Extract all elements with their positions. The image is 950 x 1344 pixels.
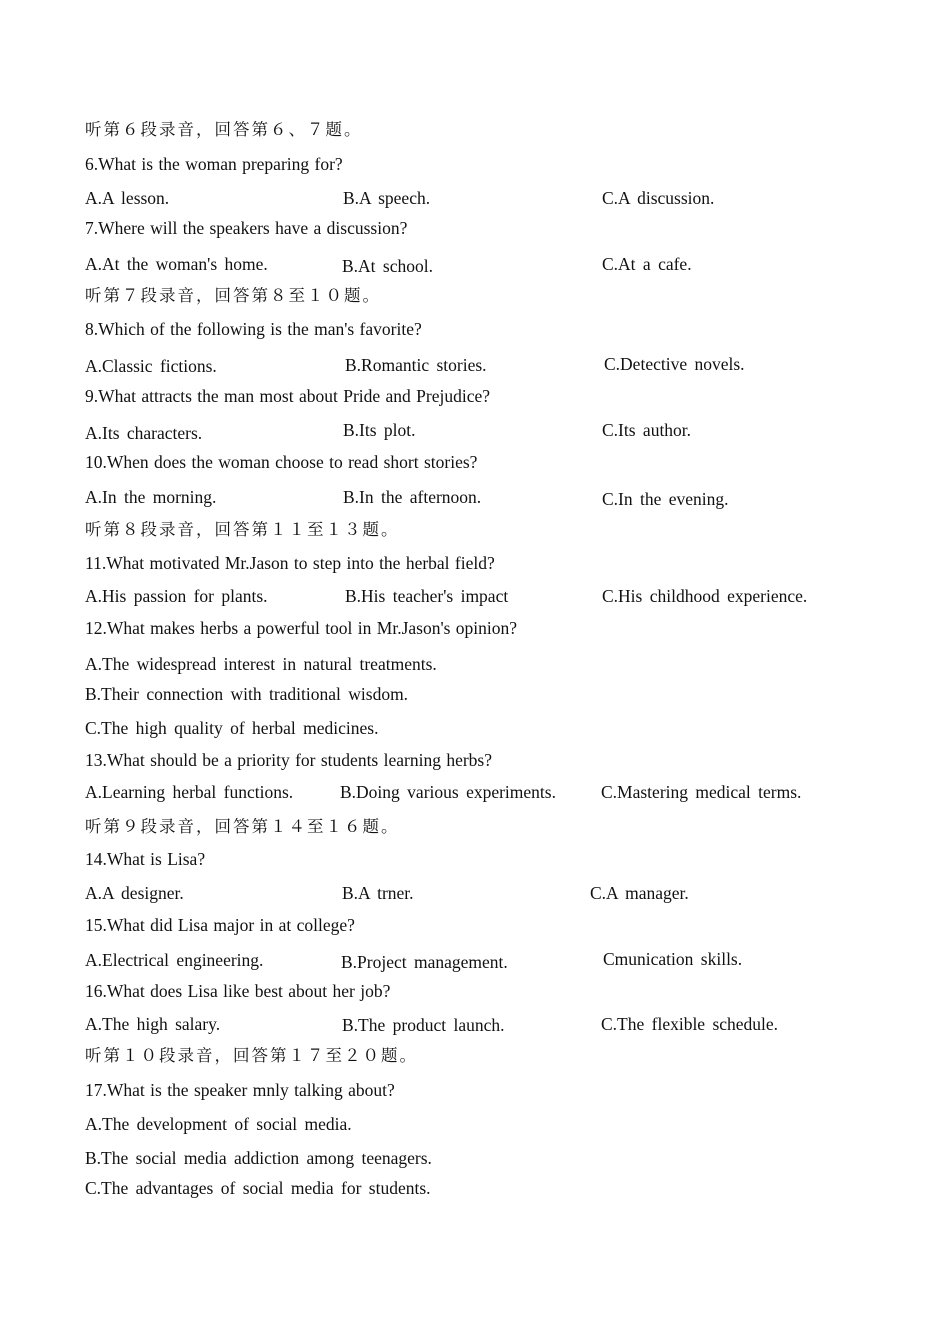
options-13 bbox=[0, 778, 950, 806]
option-b: B.In the afternoon. bbox=[343, 487, 482, 507]
question-stem: 8.Which of the following is the man's favorite? bbox=[85, 319, 422, 339]
option-a: A.In the morning. bbox=[85, 487, 217, 507]
options-12b bbox=[0, 680, 950, 708]
option-a: A.The widespread interest in natural treatments. bbox=[85, 654, 437, 674]
option-b: B.Its plot. bbox=[343, 420, 416, 440]
option-c: C.The flexible schedule. bbox=[601, 1014, 779, 1034]
options-12c bbox=[0, 714, 950, 742]
option-b: B.Their connection with traditional wisdom. bbox=[85, 684, 409, 704]
option-a: A.His passion for plants. bbox=[85, 586, 268, 606]
option-c: C.Its author. bbox=[602, 420, 692, 440]
option-c: C.In the evening. bbox=[602, 489, 729, 509]
options-16 bbox=[0, 1010, 950, 1038]
options-7 bbox=[0, 250, 950, 278]
question-10 bbox=[0, 448, 950, 476]
section-header-7 bbox=[0, 282, 950, 310]
option-b: B.The product launch. bbox=[342, 1015, 505, 1035]
option-a: A.A lesson. bbox=[85, 188, 170, 208]
option-b: B.Doing various experiments. bbox=[340, 782, 556, 802]
option-c: C.The advantages of social media for students. bbox=[85, 1178, 431, 1198]
options-10 bbox=[0, 483, 950, 511]
section-header-9 bbox=[0, 813, 950, 841]
options-17a bbox=[0, 1110, 950, 1138]
options-8 bbox=[0, 350, 950, 378]
option-b: B.A trner. bbox=[342, 883, 414, 903]
option-c: C.At a cafe. bbox=[602, 254, 692, 274]
options-9 bbox=[0, 416, 950, 444]
question-13 bbox=[0, 746, 950, 774]
option-c: C.His childhood experience. bbox=[602, 586, 808, 606]
question-17 bbox=[0, 1076, 950, 1104]
option-c: C.A manager. bbox=[590, 883, 689, 903]
section-header-text: 听第７段录音，回答第８至１０题。 bbox=[85, 286, 381, 305]
option-a: A.Its characters. bbox=[85, 423, 203, 443]
question-stem: 15.What did Lisa major in at college? bbox=[85, 915, 355, 935]
options-17c bbox=[0, 1174, 950, 1202]
question-8 bbox=[0, 315, 950, 343]
option-b: B.Romantic stories. bbox=[345, 355, 487, 375]
option-b: B.A speech. bbox=[343, 188, 431, 208]
section-header-8 bbox=[0, 516, 950, 544]
option-c: Cmunication skills. bbox=[603, 949, 743, 969]
question-7 bbox=[0, 214, 950, 242]
options-6 bbox=[0, 184, 950, 212]
option-a: A.Classic fictions. bbox=[85, 356, 217, 376]
question-stem: 6.What is the woman preparing for? bbox=[85, 154, 343, 174]
question-14 bbox=[0, 845, 950, 873]
option-a: A.A designer. bbox=[85, 883, 184, 903]
question-12 bbox=[0, 614, 950, 642]
question-9 bbox=[0, 382, 950, 410]
question-stem: 9.What attracts the man most about Pride and Prejudice? bbox=[85, 386, 491, 406]
option-c: C.The high quality of herbal medicines. bbox=[85, 718, 379, 738]
question-6 bbox=[0, 150, 950, 178]
options-15 bbox=[0, 946, 950, 974]
section-header-6 bbox=[0, 116, 950, 144]
option-a: A.Learning herbal functions. bbox=[85, 782, 294, 802]
question-stem: 12.What makes herbs a powerful tool in Mr.Jason's opinion? bbox=[85, 618, 518, 638]
question-stem: 11.What motivated Mr.Jason to step into the herbal field? bbox=[85, 553, 495, 573]
question-stem: 16.What does Lisa like best about her job? bbox=[85, 981, 391, 1001]
question-11 bbox=[0, 549, 950, 577]
question-stem: 14.What is Lisa? bbox=[85, 849, 206, 869]
section-header-text: 听第８段录音，回答第１１至１３题。 bbox=[85, 520, 400, 539]
option-a: A.Electrical engineering. bbox=[85, 950, 264, 970]
section-header-text: 听第１０段录音，回答第１７至２０题。 bbox=[85, 1046, 418, 1065]
option-c: C.Mastering medical terms. bbox=[601, 782, 802, 802]
option-b: B.Project management. bbox=[341, 952, 508, 972]
options-12a bbox=[0, 650, 950, 678]
question-stem: 13.What should be a priority for students learning herbs? bbox=[85, 750, 492, 770]
section-header-text: 听第９段录音，回答第１４至１６题。 bbox=[85, 817, 400, 836]
option-a: A.At the woman's home. bbox=[85, 254, 268, 274]
options-14 bbox=[0, 879, 950, 907]
section-header-text: 听第６段录音，回答第６、７题。 bbox=[85, 120, 363, 139]
option-c: C.A discussion. bbox=[602, 188, 715, 208]
option-b: B.At school. bbox=[342, 256, 433, 276]
question-stem: 17.What is the speaker mnly talking about? bbox=[85, 1080, 395, 1100]
option-c: C.Detective novels. bbox=[604, 354, 745, 374]
option-b: B.His teacher's impact bbox=[345, 586, 509, 606]
question-stem: 10.When does the woman choose to read short stories? bbox=[85, 452, 478, 472]
question-16 bbox=[0, 977, 950, 1005]
option-a: A.The high salary. bbox=[85, 1014, 221, 1034]
option-a: A.The development of social media. bbox=[85, 1114, 352, 1134]
options-17b bbox=[0, 1144, 950, 1172]
options-11 bbox=[0, 582, 950, 610]
option-b: B.The social media addiction among teenagers. bbox=[85, 1148, 432, 1168]
section-header-10 bbox=[0, 1042, 950, 1070]
question-stem: 7.Where will the speakers have a discussion? bbox=[85, 218, 408, 238]
question-15 bbox=[0, 911, 950, 939]
